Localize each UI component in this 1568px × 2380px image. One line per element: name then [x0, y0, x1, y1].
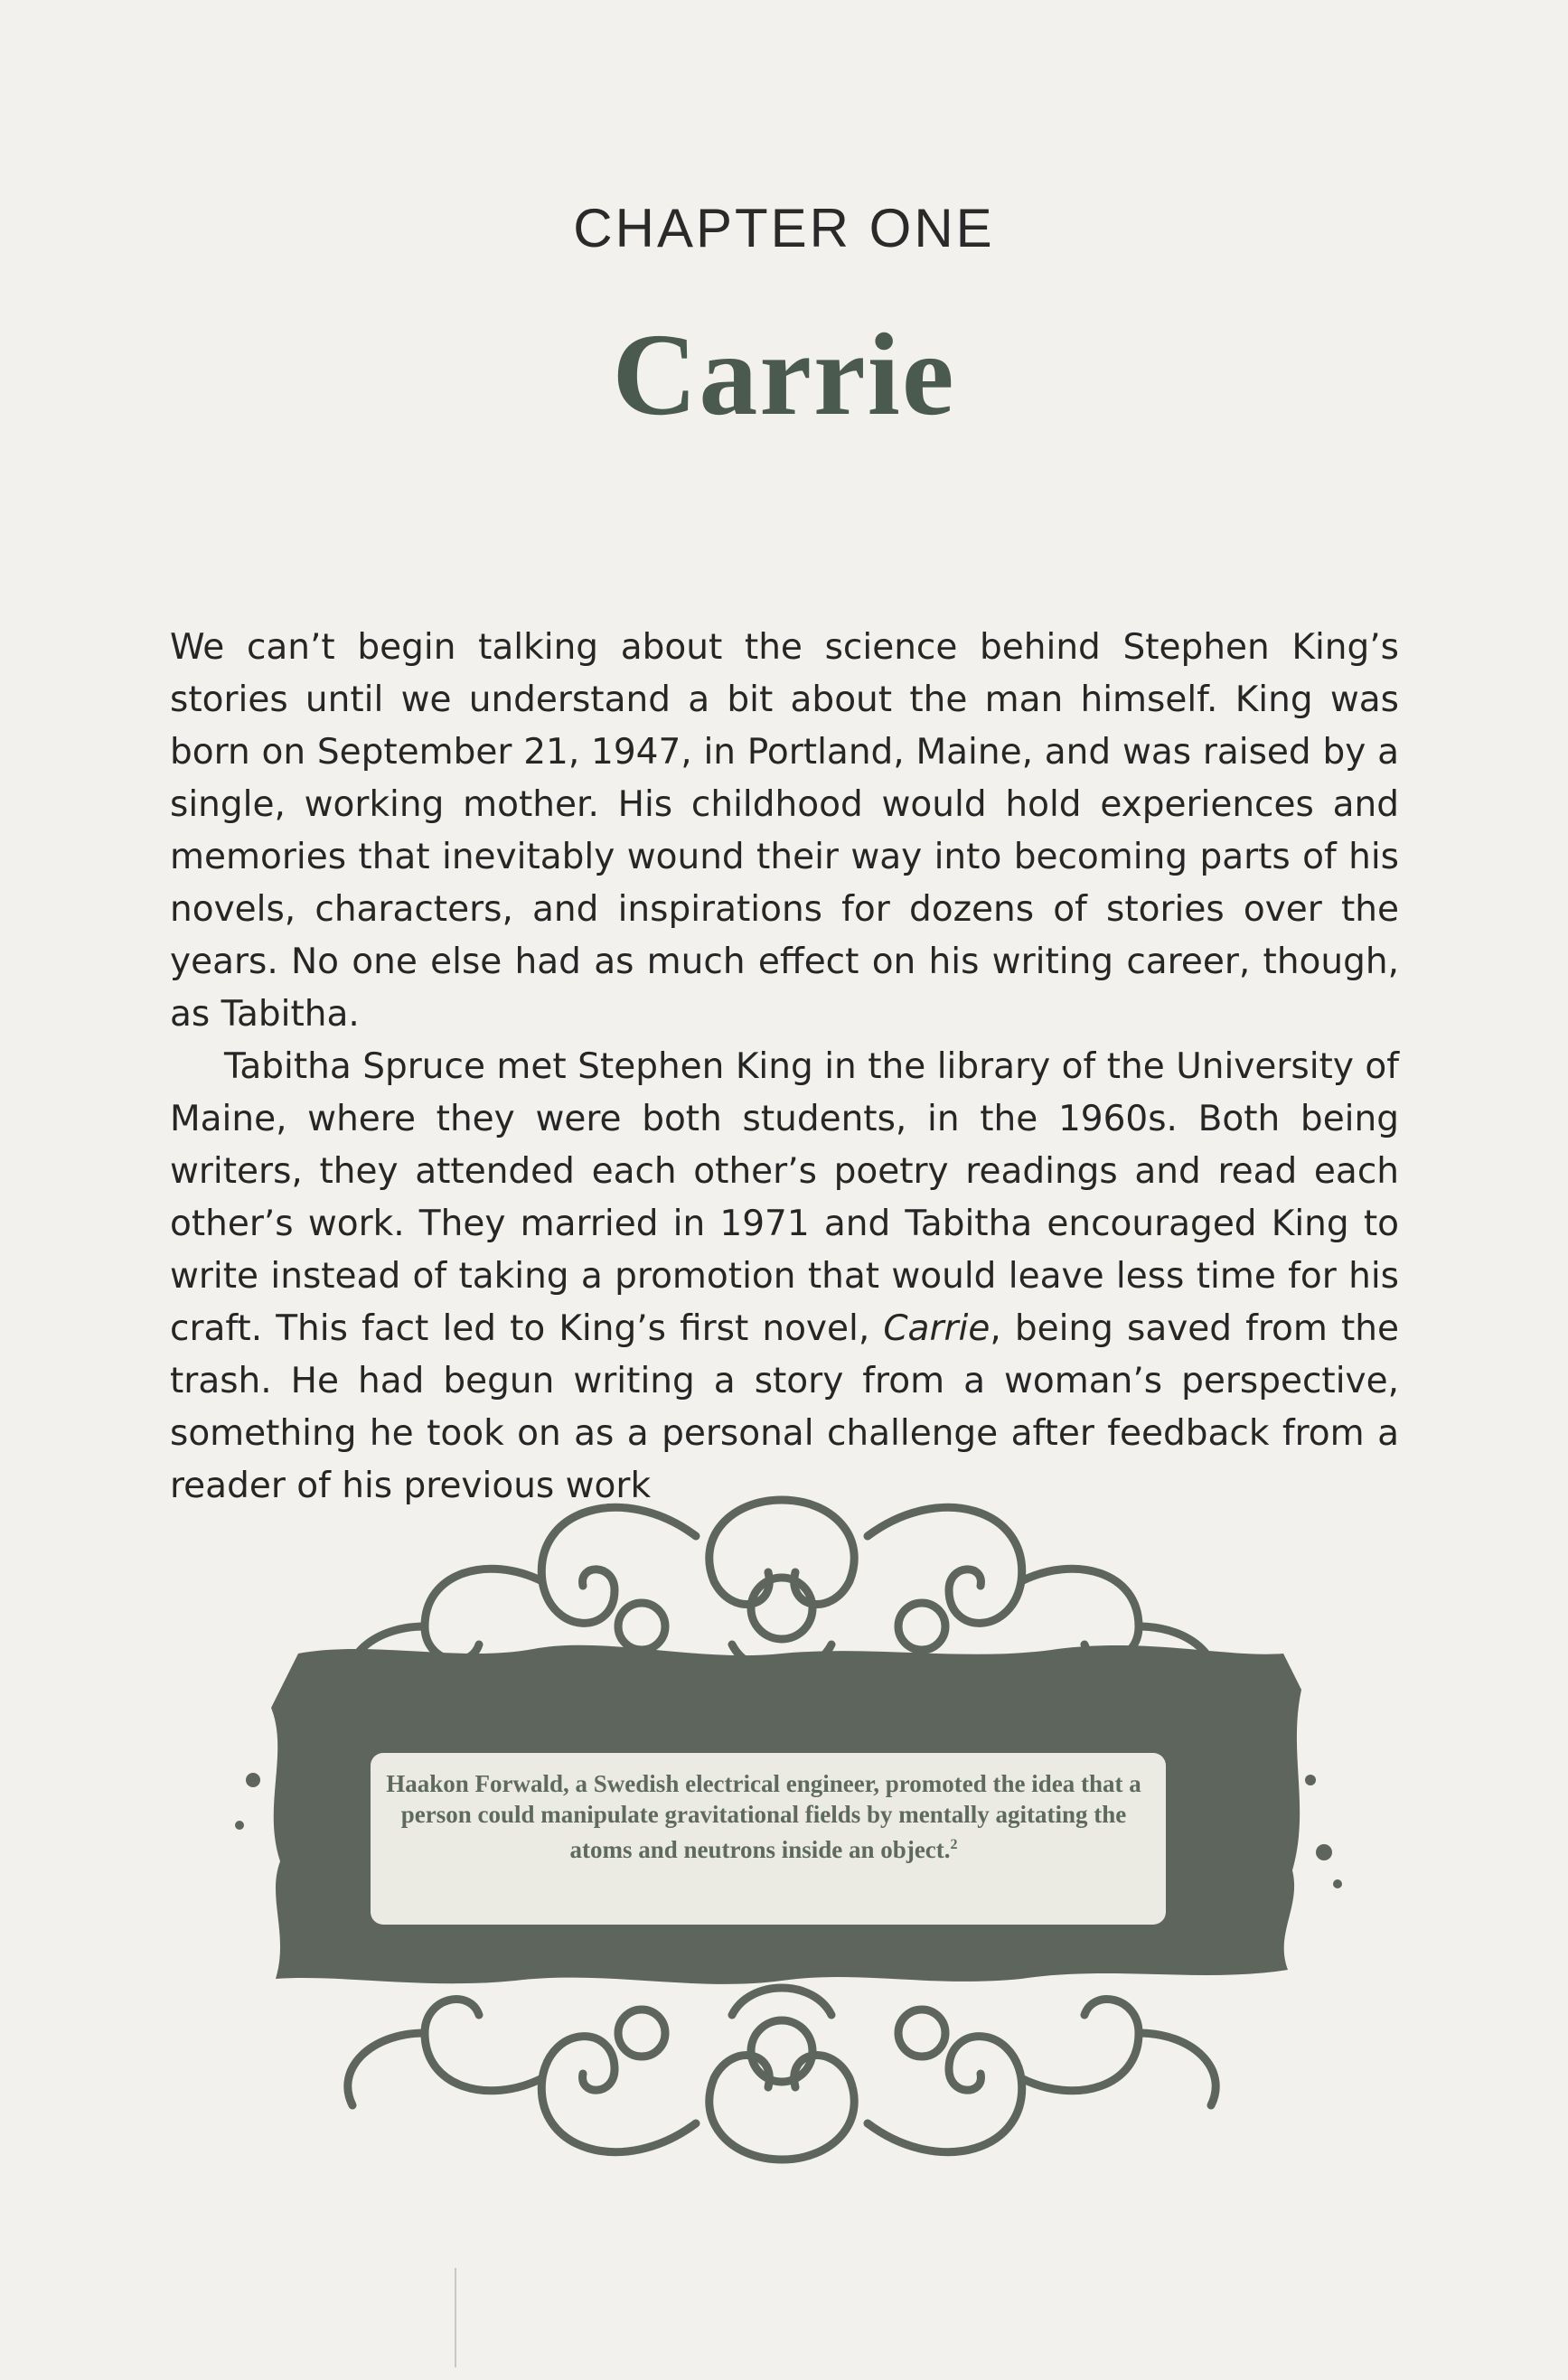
book-title-italic: Carrie	[883, 1308, 991, 1349]
ink-splatter	[235, 1821, 244, 1830]
ink-splatter	[1333, 1879, 1342, 1888]
paragraph-2-after: , being saved from the trash. He had begun writing a story from a woman’s perspective, something he took on as a personal challenge after feedback from a reader of his previous work	[170, 1308, 1399, 1506]
callout	[366, 1753, 1161, 1879]
chapter-label: CHAPTER ONE	[573, 198, 995, 258]
ink-splatter	[246, 1773, 260, 1787]
chapter-body	[170, 622, 1399, 1513]
paragraph-1: We can’t begin talking about the science behind Stephen King’s stories until we understand a bit about the man himself. King was born on September 21, 1947, in Portland, Maine, and was raised by a single, working mother. His childhood would hold experiences and memories that inevitably wound their way into becoming parts of his novels, characters, and inspirations for dozens of stories over the years. No one else had as much effect on his writing career, though, as Tabitha.	[170, 627, 1399, 1035]
callout-body: Haakon Forwald, a Swedish electrical engineer, promoted the idea that a person could manipulate gravitational fields by mentally agitating the atoms and neutrons inside an object.	[386, 1769, 1141, 1863]
paragraph-2-before: Tabitha Spruce met Stephen King in the library of the University of Maine, where they were both students, in the 1960s. Both being writers, they attended each other’s poetry readings and read each other’s work. They married in 1971 and Tabitha encouraged King to write instead of taking a promotion that would leave less time for his craft. This fact led to King’s first novel,	[170, 1046, 1399, 1349]
footnote-mark: 2	[950, 1836, 958, 1852]
bottom-flourish	[348, 1988, 1216, 2160]
gutter-line	[455, 2268, 456, 2367]
callout-text	[375, 1768, 1152, 1865]
chapter-title: Carrie	[612, 310, 956, 440]
paragraph-2	[170, 1041, 1399, 1513]
ink-splatter	[1305, 1775, 1316, 1785]
ink-splatter	[1316, 1844, 1332, 1860]
